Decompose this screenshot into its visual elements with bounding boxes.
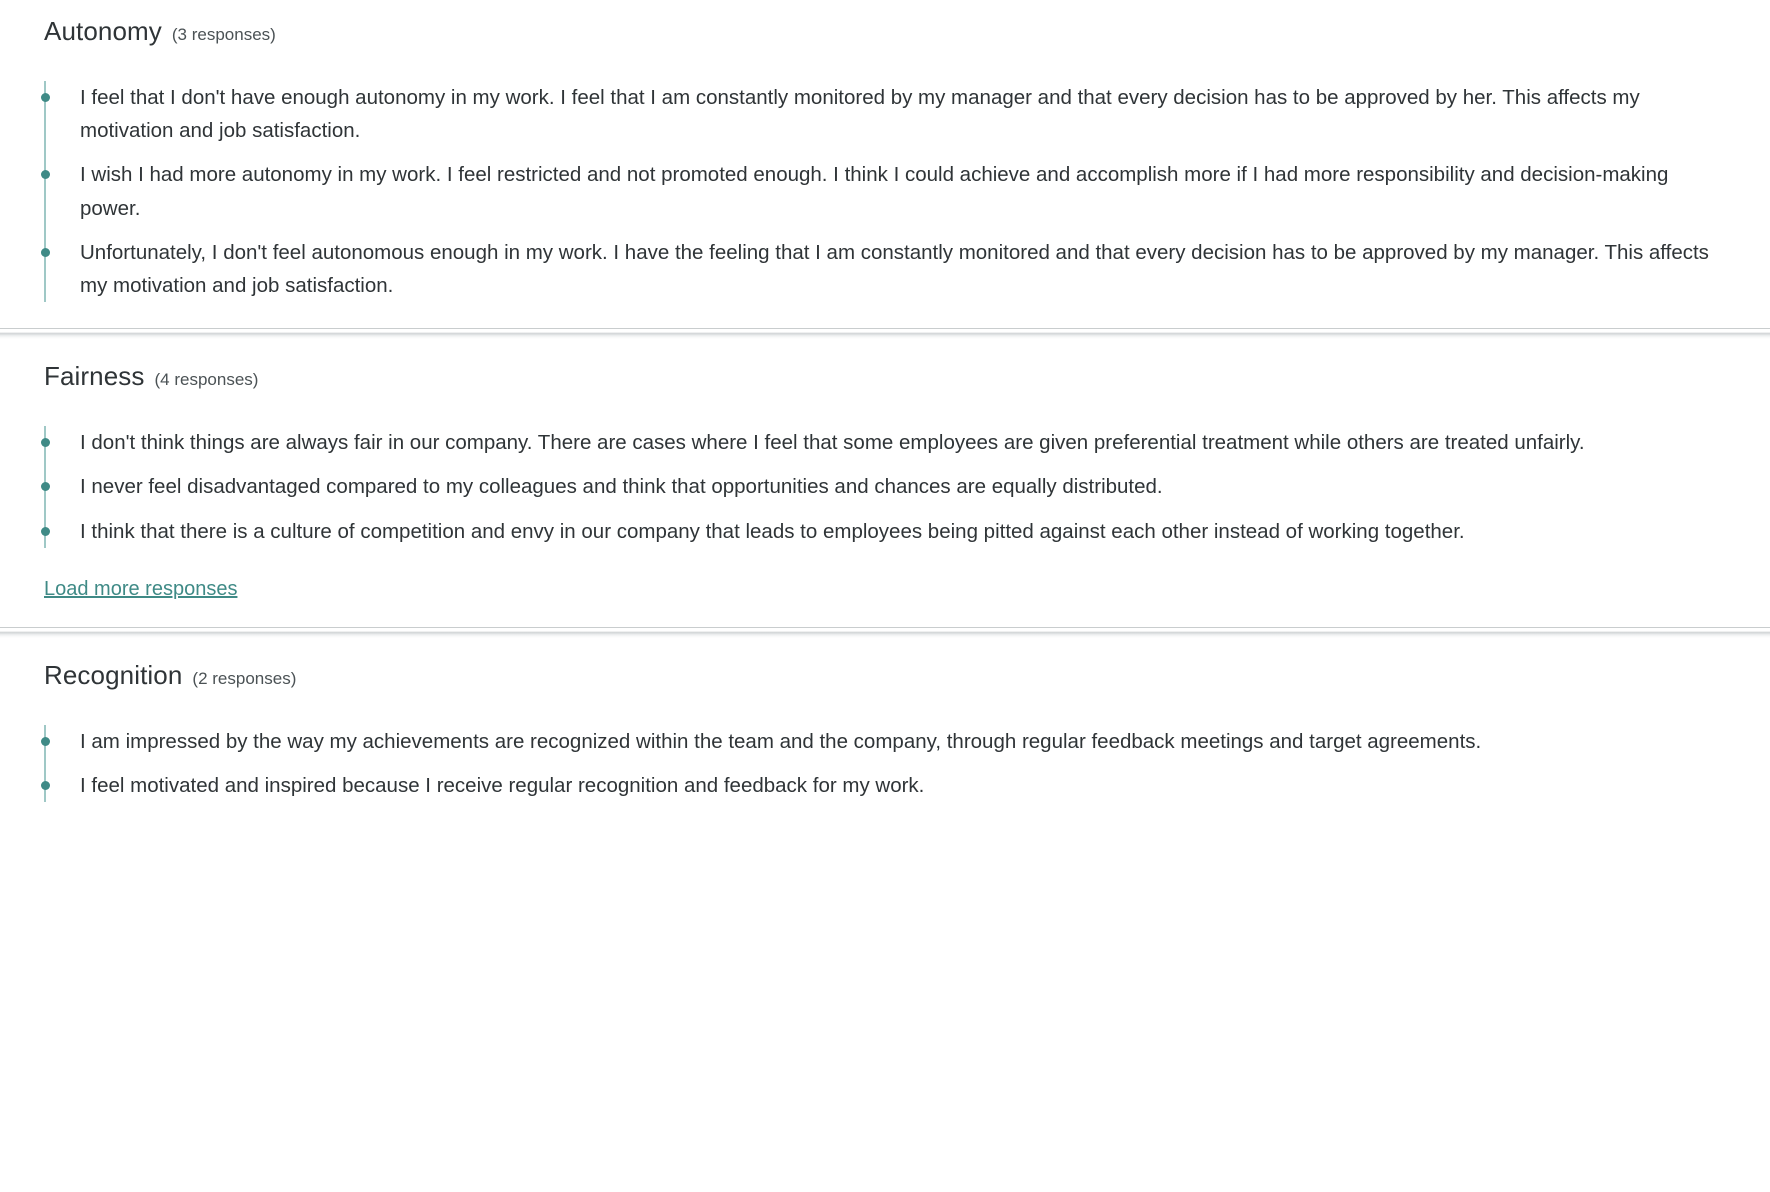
response-text: I don't think things are always fair in our company. There are cases where I feel that some employees are given preferential treatment while others are treated unfairly.	[80, 431, 1585, 455]
list-item	[54, 515, 1726, 548]
list-item	[54, 236, 1726, 302]
section-fairness	[0, 339, 1770, 627]
load-more-responses-link[interactable]: Load more responses	[44, 577, 238, 600]
section-title: Fairness	[44, 361, 145, 392]
list-item	[54, 158, 1726, 224]
list-item	[54, 470, 1726, 503]
section-response-count: (4 responses)	[154, 370, 259, 390]
section-response-count: (2 responses)	[192, 668, 297, 688]
response-text: I feel that I don't have enough autonomy in my work. I feel that I am constantly monitored by my manager and that every decision has to be approved by her. This affects my motivation and job satisfaction.	[80, 86, 1640, 143]
bullet-icon	[41, 482, 50, 491]
response-text: Unfortunately, I don't feel autonomous enough in my work. I have the feeling that I am constantly monitored and that every decision has to be approved by my manager. This affects my motivation and job satisfaction.	[80, 240, 1709, 298]
section-autonomy	[0, 0, 1770, 328]
section-title: Autonomy	[44, 16, 162, 46]
section-header	[0, 16, 1770, 47]
response-text: I am impressed by the way my achievements are recognized within the team and the company, through regular feedback meetings and target agreements.	[80, 729, 1482, 753]
bullet-icon	[41, 170, 50, 179]
response-text: I never feel disadvantaged compared to my colleagues and think that opportunities and chances are equally distributed.	[80, 475, 1163, 499]
response-list	[44, 426, 1726, 548]
section-header	[0, 660, 1770, 691]
bullet-icon	[41, 737, 50, 746]
response-text: I feel motivated and inspired because I receive regular recognition and feedback for my work.	[80, 774, 925, 798]
section-header	[0, 361, 1770, 392]
list-item	[54, 426, 1726, 459]
section-divider	[0, 627, 1770, 638]
list-item	[54, 81, 1726, 147]
bullet-icon	[41, 248, 50, 257]
response-text: I wish I had more autonomy in my work. I feel restricted and not promoted enough. I think I could achieve and accomplish more if I had more responsibility and decision-making power.	[80, 163, 1669, 220]
section-divider	[0, 328, 1770, 339]
bullet-icon	[41, 781, 50, 790]
list-item	[54, 769, 1726, 802]
bullet-icon	[41, 527, 50, 536]
response-list	[44, 81, 1726, 302]
section-title: Recognition	[44, 659, 183, 690]
section-response-count: (3 responses)	[171, 25, 276, 44]
list-item	[54, 725, 1726, 758]
load-more-container	[44, 578, 1726, 601]
bullet-icon	[41, 93, 50, 102]
bullet-icon	[41, 438, 50, 447]
response-list	[44, 725, 1726, 802]
response-text: I think that there is a culture of competition and envy in our company that leads to employees being pitted against each other instead of working together.	[80, 519, 1465, 543]
section-recognition	[0, 638, 1770, 828]
